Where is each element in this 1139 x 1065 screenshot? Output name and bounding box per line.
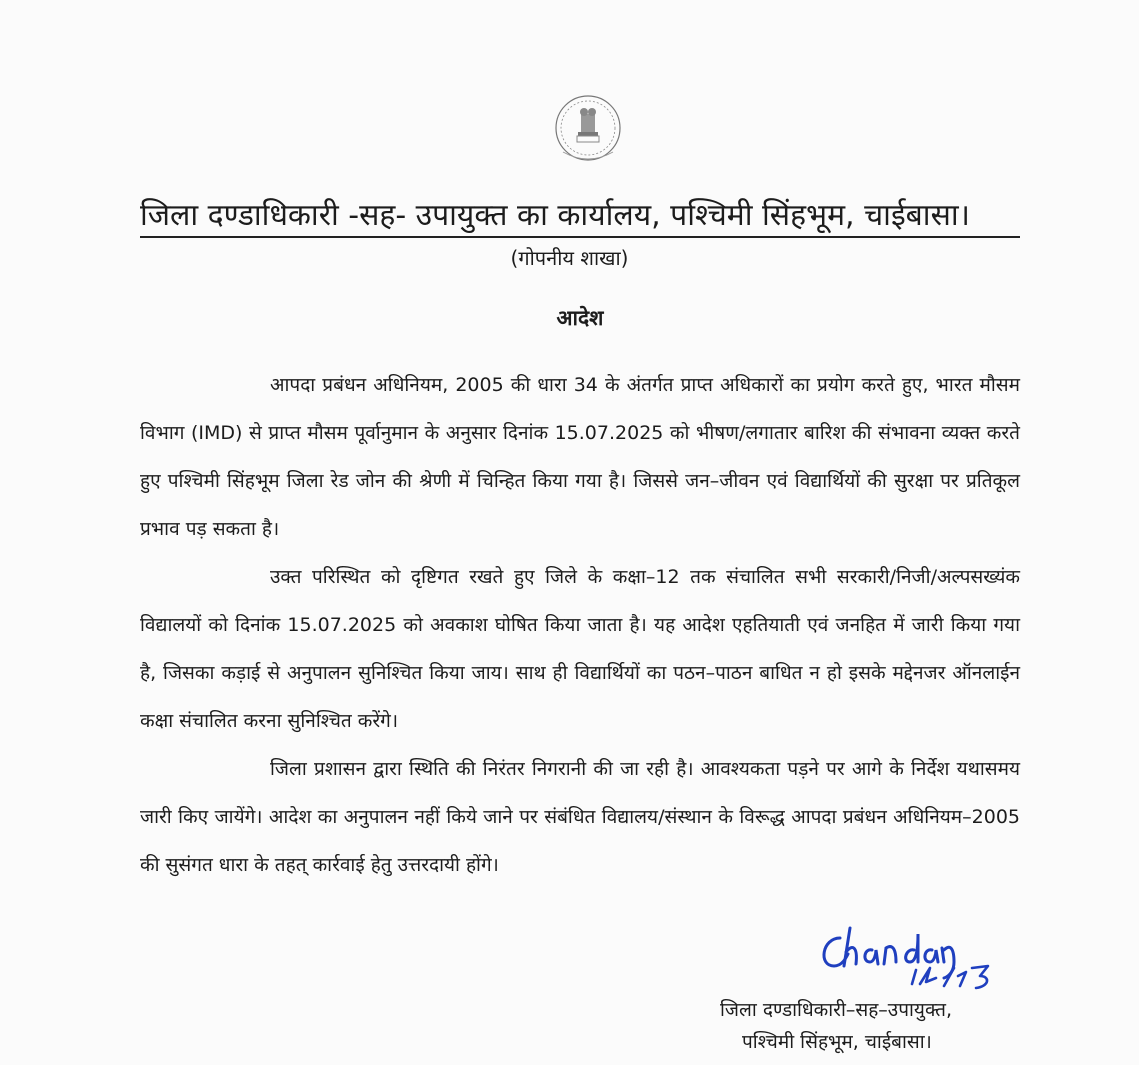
order-heading: आदेश	[556, 306, 604, 330]
paragraph: उक्त परिस्थित को दृष्टिगत रखते हुए जिले के कक्षा–12 तक संचालित सभी सरकारी/निजी/अल्पसख्यंक विद्यालयों को दिनांक 15.07.2025 को अवकाश घोषित किया जाता है। यह आदेश एहतियाती एवं जनहित में जारी किया गया है, जिसका कड़ाई से अनुपालन सुनिश्चित किया जाय। साथ ही विद्यार्थियों का पठन–पाठन बाधित न हो इसके मद्देनजर ऑनलाईन कक्षा संचालित करना सुनिश्चित करेंगे।	[140, 566, 1020, 732]
office-title: जिला दण्डाधिकारी -सह- उपायुक्त का कार्यालय, पश्चिमी सिंहभूम, चाईबासा।	[140, 196, 1020, 238]
signatory-designation	[720, 994, 1020, 1058]
state-emblem-icon	[553, 92, 623, 168]
branch-name: (गोपनीय शाखा)	[510, 246, 629, 270]
paragraph: जिला प्रशासन द्वारा स्थिति की निरंतर निगरानी की जा रही है। आवश्यकता पड़ने पर आगे के निर्देश यथासमय जारी किए जायेंगे। आदेश का अनुपालन नहीं किये जाने पर संबंधित विद्यालय/संस्थान के विरूद्ध आपदा प्रबंधन अधिनियम–2005 की सुसंगत धारा के तहत् कार्रवाई हेतु उत्तरदायी होंगे।	[140, 758, 1020, 876]
designation-line: जिला दण्डाधिकारी–सह–उपायुक्त,	[720, 999, 953, 1021]
handwritten-signature	[812, 926, 1022, 998]
paragraph: आपदा प्रबंधन अधिनियम, 2005 की धारा 34 के अंतर्गत प्राप्त अधिकारों का प्रयोग करते हुए, भारत मौसम विभाग (IMD) से प्राप्त मौसम पूर्वानुमान के अनुसार दिनांक 15.07.2025 को भीषण/लगातार बारिश की संभावना व्यक्त करते हुए पश्चिमी सिंहभूम जिला रेड जोन की श्रेणी में चिन्हित किया गया है। जिससे जन–जीवन एवं विद्यार्थियों की सुरक्षा पर प्रतिकूल प्रभाव पड़ सकता है।	[140, 374, 1020, 540]
order-body	[140, 361, 1020, 889]
designation-line: पश्चिमी सिंहभूम, चाईबासा।	[742, 1031, 932, 1053]
